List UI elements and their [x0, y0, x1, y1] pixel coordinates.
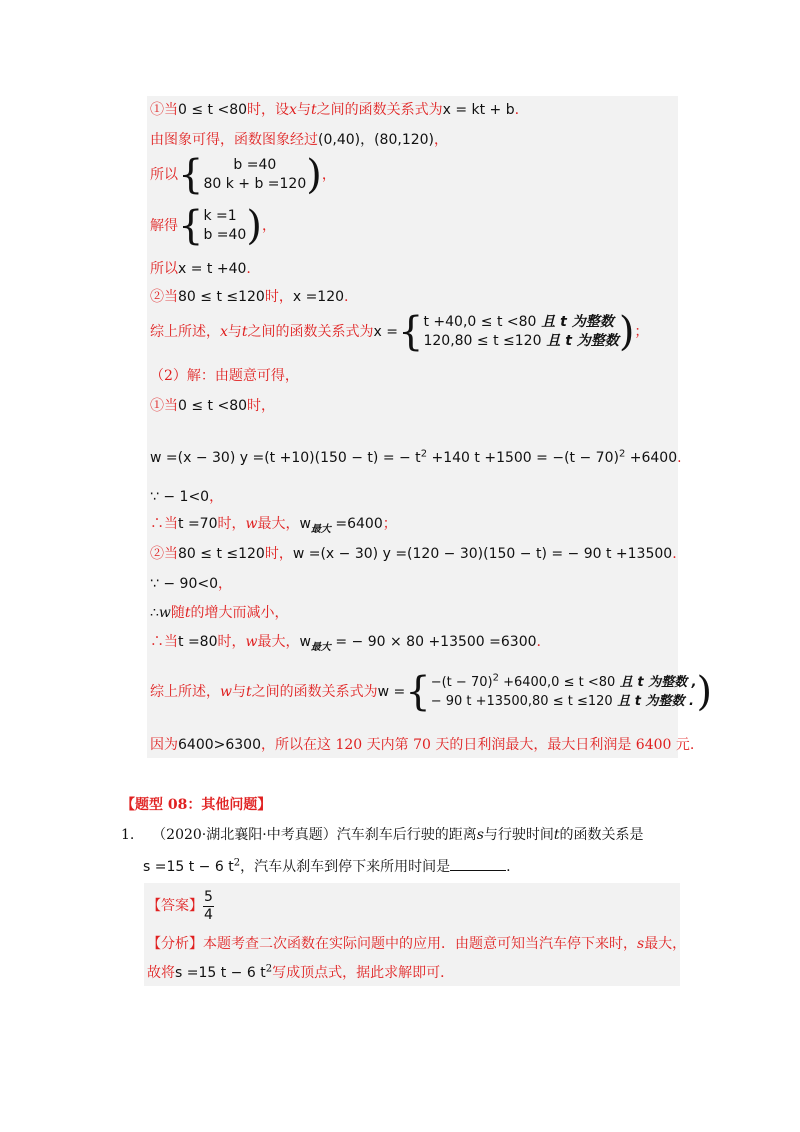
text: 之间的函数关系式为 [316, 102, 443, 118]
equation: x = t +40 [178, 261, 247, 277]
piece-cond: t +40,0 ≤ t <80 [423, 314, 537, 330]
answer-line [147, 888, 214, 924]
solution-line-2 [150, 130, 448, 150]
solution-line-9 [150, 396, 275, 416]
var-t: t [310, 102, 317, 118]
text: 最大， [644, 936, 687, 952]
punct: . [514, 102, 520, 118]
solution-line-15 [150, 603, 289, 623]
var-w: w [220, 684, 232, 700]
equation-system [203, 156, 306, 194]
solution-line-17 [150, 669, 713, 715]
text: 随 [170, 605, 185, 621]
value: =6400 [330, 516, 383, 532]
left-brace: { [178, 203, 204, 249]
question-number: 1. [121, 827, 135, 843]
text: 故将 [147, 965, 175, 981]
label: ①当 [150, 102, 178, 118]
solution-line-10 [150, 448, 682, 468]
exponent: 2 [618, 448, 626, 460]
text: 的增大而减小， [190, 605, 289, 621]
text: 本题考查二次函数在实际问题中的应用．由题意可知当汽车停下来时， [203, 936, 637, 952]
condition: 80 ≤ t ≤120 [178, 289, 265, 305]
exponent: 2 [420, 448, 428, 460]
solution-line-4 [150, 203, 276, 249]
text: 之间的函数关系式为 [247, 324, 374, 340]
punct: ， [218, 576, 232, 592]
text: 时， [247, 398, 276, 414]
text: ∵ − 1<0 [150, 489, 210, 505]
denominator: 4 [204, 906, 213, 923]
solution-line-18 [150, 735, 694, 755]
solution-line-3 [150, 152, 336, 198]
text: 汽车刹车后行驶的距离 [336, 827, 477, 843]
solution-line-16 [150, 632, 541, 652]
piece-cond: 120,80 ≤ t ≤120 [423, 333, 542, 349]
label: ∴ [150, 605, 159, 621]
text: 时，设 [247, 102, 290, 118]
label: ∴当 [150, 516, 178, 532]
right-paren: ) [618, 309, 635, 355]
left-brace: { [398, 309, 424, 355]
equation: +6400 [625, 450, 678, 466]
text: ∵ − 90<0 [150, 576, 218, 592]
label: ②当 [150, 289, 178, 305]
text: 因为 [150, 737, 178, 753]
text: 与 [231, 684, 246, 700]
solution-line-11 [150, 487, 223, 507]
var-w: w [299, 634, 311, 650]
label: 解得 [150, 218, 178, 234]
text: 与行驶时间 [483, 827, 554, 843]
solution-line-14 [150, 574, 232, 594]
piece-note: 且 t 为整数 , [615, 675, 697, 690]
text: 最大， [257, 634, 300, 650]
text: 时， [264, 289, 293, 305]
punct: ， [321, 167, 336, 183]
punct: ， [434, 132, 449, 148]
punct: . [506, 859, 511, 875]
right-paren: ) [696, 669, 713, 715]
punct: . [689, 737, 695, 753]
solution-block [147, 96, 678, 758]
var-t: t [241, 324, 248, 340]
punct: . [677, 450, 682, 466]
text: 时， [217, 634, 246, 650]
exponent: 2 [233, 857, 241, 869]
question-line-1 [121, 825, 644, 845]
label: 综上所述， [150, 684, 220, 700]
subscript: 最大 [310, 523, 331, 535]
lhs: w = [377, 684, 406, 700]
var-w: w [245, 634, 258, 650]
text: ，汽车从刹车到停下来所用时间是 [240, 859, 451, 875]
piece-cond: −(t − 70) [430, 675, 493, 690]
answer-blank [450, 856, 506, 871]
var-t: t [184, 605, 191, 621]
left-brace: { [178, 152, 204, 198]
label: ②当 [150, 546, 178, 562]
exponent: 2 [492, 672, 499, 684]
equation: x = kt + b [442, 102, 515, 118]
var-x: x [220, 324, 228, 340]
punct: ， [209, 489, 224, 505]
punct: . [536, 634, 541, 650]
solution-line-6 [150, 287, 348, 307]
text: 之间的函数关系式为 [251, 684, 378, 700]
solution-line-5 [150, 259, 251, 279]
left-brace: { [405, 669, 431, 715]
equation: +140 t +1500 = −(t − 70) [427, 450, 619, 466]
var-t: t [553, 827, 560, 843]
label: ①当 [150, 398, 178, 414]
equation: s =15 t − 6 t [143, 859, 234, 875]
text: 时， [264, 546, 293, 562]
equation: w =(x − 30) y =(120 − 30)(150 − t) = − 90 t +13500 [292, 546, 673, 562]
equation: x =120 [292, 289, 345, 305]
var-w: w [245, 516, 258, 532]
label: ∴当 [150, 634, 178, 650]
analysis-label: 【分析】 [147, 936, 203, 952]
piece-cond: − 90 t +13500,80 ≤ t ≤120 [430, 694, 613, 709]
text: 与 [227, 324, 242, 340]
label: 综上所述， [150, 324, 220, 340]
var-s: s [637, 936, 645, 952]
punct: . [672, 546, 677, 562]
punct: . [246, 261, 251, 277]
piecewise [423, 313, 618, 351]
system-row: k =1 [203, 208, 237, 224]
var-w: w [299, 516, 311, 532]
condition: t =70 [178, 516, 218, 532]
punct: ； [382, 516, 397, 532]
solution-line-1 [150, 100, 519, 120]
punct: ， [261, 218, 276, 234]
analysis-line-1 [147, 934, 686, 954]
solution-line-12 [150, 514, 397, 534]
piecewise [431, 673, 697, 711]
system-row: 80 k + b =120 [203, 176, 307, 192]
text: 的函数关系是 [559, 827, 644, 843]
section-title: 【题型 08：其他问题】 [121, 797, 272, 813]
condition: 0 ≤ t <80 [178, 398, 248, 414]
exponent: 2 [265, 963, 273, 975]
var-x: x [289, 102, 297, 118]
text: 最大， [257, 516, 300, 532]
piece-note: 且 t 为整数 [536, 314, 614, 330]
text: ，所以在这 120 天内第 70 天的日利润最大，最大日利润是 6400 元 [261, 737, 690, 753]
system-row: b =40 [233, 157, 277, 173]
punct: . [344, 289, 349, 305]
text: （2）解：由题意可得， [150, 368, 299, 384]
math: 0 ≤ t <80 [178, 102, 248, 118]
right-paren: ) [306, 152, 322, 198]
text: 写成顶点式，据此求解即可． [272, 965, 455, 981]
question-line-2 [143, 856, 511, 877]
question-source: （2020·湖北襄阳·中考真题） [152, 827, 337, 843]
solution-line-13 [150, 544, 677, 564]
equation: w =(x − 30) y =(t +10)(150 − t) = − t [150, 450, 421, 466]
value: = − 90 × 80 +13500 =6300 [330, 634, 537, 650]
analysis-line-2 [147, 963, 454, 983]
lhs: x = [373, 324, 399, 340]
right-paren: ) [246, 203, 262, 249]
comparison: 6400>6300 [178, 737, 261, 753]
label: 所以 [150, 261, 178, 277]
text: 时， [217, 516, 246, 532]
var-w: w [158, 605, 171, 621]
condition: 80 ≤ t ≤120 [178, 546, 265, 562]
var-t: t [245, 684, 252, 700]
solution-line-8 [150, 366, 299, 386]
system-row: b =40 [203, 227, 247, 243]
piece-note: 且 t 为整数 . [612, 694, 694, 709]
solution-line-7 [150, 309, 649, 355]
piece-note: 且 t 为整数 [541, 333, 619, 349]
equation: s =15 t − 6 t [175, 965, 266, 981]
answer-label: 【答案】 [147, 898, 203, 914]
numerator: 5 [204, 888, 213, 905]
points: (0,40)，(80,120) [318, 132, 435, 148]
condition: t =80 [178, 634, 218, 650]
text: 与 [296, 102, 311, 118]
equation-system [203, 207, 246, 245]
var-s: s [476, 827, 484, 843]
piece-cond: +6400,0 ≤ t <80 [498, 675, 616, 690]
text: 由图象可得，函数图象经过 [150, 132, 318, 148]
subscript: 最大 [310, 641, 331, 653]
label: 所以 [150, 167, 178, 183]
punct: ； [634, 324, 649, 340]
answer-fraction [203, 889, 214, 924]
